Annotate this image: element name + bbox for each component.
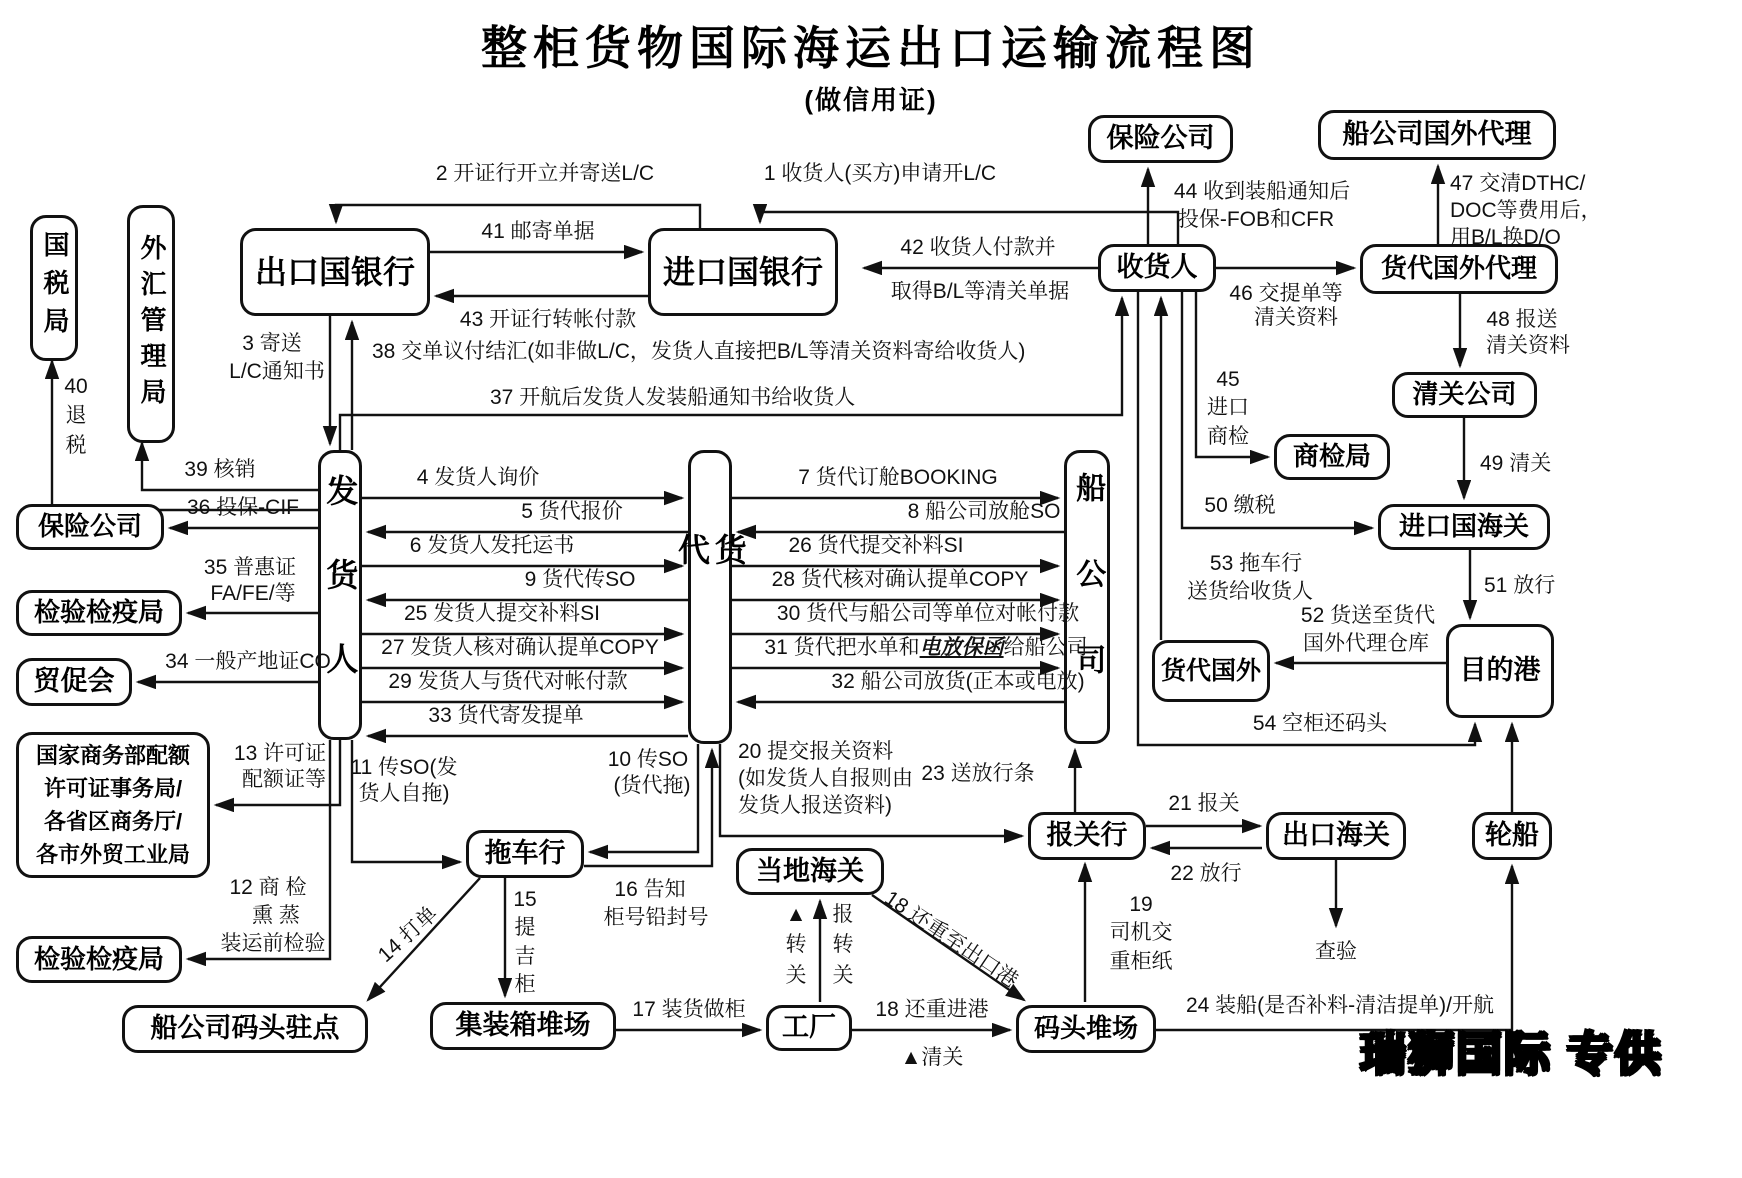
flow-label-45 <box>1202 366 1254 451</box>
flow-label-42b: 取得B/L等清关单据 <box>890 280 1070 303</box>
node-label-line: 各省区商务厅/ <box>43 809 183 834</box>
flow-label-6: 6 发货人发托运书 <box>409 534 575 557</box>
node-customs-broker <box>1028 812 1146 860</box>
watermark: 瑞狮国际 专供 <box>1360 1028 1663 1080</box>
node-export-country-bank <box>240 228 430 316</box>
node-shipping-co-dock-station <box>122 1005 368 1053</box>
node-export-customs <box>1266 812 1406 860</box>
node-freight-forwarder <box>674 450 747 744</box>
flow-label-33: 33 货代寄发提单 <box>428 704 584 727</box>
node-label: 集装箱堆场 <box>455 1010 591 1041</box>
flow-label-line: 转 <box>832 933 854 957</box>
flow-label-2: 2 开证行开立并寄送L/C <box>435 162 655 185</box>
node-label: 发货人 <box>322 474 359 726</box>
flow-label-14: 14 打单 <box>373 902 443 967</box>
flow-label-26: 26 货代提交补料SI <box>788 534 964 557</box>
page-subtitle: (做信用证) <box>804 85 938 115</box>
flow-label-1: 1 收货人(买方)申请开L/C <box>763 162 997 185</box>
flow-label-43: 43 开证行转帐付款 <box>459 308 637 331</box>
flow-label-3a: 3 寄送 <box>242 332 302 355</box>
node-label: 目的港 <box>1459 655 1541 686</box>
flow-label-line: 15 <box>513 888 537 911</box>
node-label: 货代 <box>674 533 747 675</box>
flow-label-9: 9 货代传SO <box>524 568 636 591</box>
node-label: 拖车行 <box>484 838 566 869</box>
node-label: 外汇管理局 <box>136 234 167 414</box>
flow-label-52b: 国外代理仓库 <box>1303 632 1429 655</box>
node-label: 轮船 <box>1485 820 1539 851</box>
flow-label-11b: 货人自拖) <box>358 782 450 805</box>
node-label: 货代国外 <box>1160 656 1261 685</box>
node-commerce-ministry-quota-bureau <box>16 732 210 878</box>
node-label: 出口海关 <box>1282 820 1390 851</box>
flow-label-5: 5 货代报价 <box>521 500 623 523</box>
node-label: 商检局 <box>1292 441 1371 472</box>
node-label: 国税局 <box>39 231 70 345</box>
node-national-tax-bureau <box>30 215 78 361</box>
flow-label-37: 37 开航后发货人发装船通知书给收货人 <box>490 386 856 409</box>
node-shipping-company <box>1064 450 1110 744</box>
flow-label-22: 22 放行 <box>1170 862 1242 885</box>
node-destination-port <box>1446 624 1554 718</box>
flow-label-24: 24 装船(是否补料-清洁提单)/开航 <box>1185 994 1494 1017</box>
node-label: 工厂 <box>782 1012 836 1043</box>
flow-label-4: 4 发货人询价 <box>416 466 540 489</box>
flow-label-49: 49 清关 <box>1480 452 1552 475</box>
flow-label-47a: 47 交清DTHC/ <box>1450 172 1586 195</box>
flow-label-27: 27 发货人核对确认提单COPY <box>381 636 659 659</box>
flow-label-30: 30 货代与船公司等单位对帐付款 <box>776 602 1080 625</box>
flow-label-zhuanguan-right <box>828 900 858 991</box>
flow-label-line: 吉 <box>514 944 536 968</box>
flow-label-35a: 35 普惠证 <box>203 556 297 579</box>
flow-label-line: 关 <box>832 963 854 987</box>
node-trade-promotion-council <box>16 658 132 706</box>
flow-label-chayan: 查验 <box>1315 940 1357 963</box>
node-forex-administration <box>127 205 175 443</box>
flow-label-52a: 52 货送至货代 <box>1300 604 1436 627</box>
node-label: 进口国银行 <box>662 253 823 290</box>
flow-label-10a: 10 传SO <box>607 748 689 771</box>
node-insurance-company-top <box>1088 115 1233 163</box>
flow-label-line: ▲ <box>785 903 807 926</box>
flow-label-36: 36 投保-CIF <box>186 496 299 519</box>
flow-label-line: 商检 <box>1207 424 1249 448</box>
flow-label-11a: 11 传SO(发 <box>350 756 458 779</box>
flow-label-47c: 用B/L换D/O <box>1450 226 1561 249</box>
flow-label-line: 报 <box>832 903 854 926</box>
flow-label-7: 7 货代订舱BOOKING <box>798 466 998 489</box>
node-label: 检验检疫局 <box>33 597 164 628</box>
flow-label-47b: DOC等费用后， <box>1450 199 1602 222</box>
node-label-line: 国家商务部配额 <box>35 743 190 768</box>
flow-label-31 <box>746 634 1106 661</box>
flow-label-46b: 清关资料 <box>1254 306 1338 329</box>
flow-label-12a: 12 商 检 <box>229 876 307 899</box>
flow-label-16a: 16 告知 <box>614 878 686 901</box>
node-vessel <box>1472 812 1552 860</box>
node-trucking-company <box>466 830 584 878</box>
flow-label-17: 17 装货做柜 <box>632 998 746 1021</box>
node-label: 保险公司 <box>37 511 142 542</box>
node-label: 船公司码头驻点 <box>150 1013 340 1044</box>
node-label: 报关行 <box>1046 820 1128 851</box>
flow-label-line: 关 <box>785 963 807 987</box>
flow-label-48a: 48 报送 <box>1486 308 1558 331</box>
flow-label-line: 税 <box>65 433 87 457</box>
node-inspection-quarantine-bureau-top <box>16 590 182 636</box>
flow-label-21: 21 报关 <box>1168 792 1240 815</box>
flow-label-44b: 投保-FOB和CFR <box>1177 208 1335 231</box>
flow-label-18-diag: 18 还重至出口港 <box>880 886 1022 993</box>
node-label: 检验检疫局 <box>33 943 164 974</box>
flow-label-18: 18 还重进港 <box>875 998 989 1021</box>
flow-label-zhuanguan-left <box>781 900 811 991</box>
node-label: 进口国海关 <box>1398 511 1529 542</box>
flow-label-line: 19 <box>1129 893 1153 916</box>
flow-label-line: 司机交 <box>1109 921 1173 945</box>
flow-label-line: 45 <box>1216 368 1240 391</box>
node-commodity-inspection-bureau <box>1274 434 1390 480</box>
flow-label-54: 54 空柜还码头 <box>1252 712 1388 735</box>
flow-label-51: 51 放行 <box>1484 574 1556 597</box>
node-label: 船公司 <box>1071 472 1105 730</box>
node-shipping-co-foreign-agent <box>1318 110 1556 160</box>
flow-label-53b: 送货给收货人 <box>1187 580 1313 603</box>
flow-label-3b: L/C通知书 <box>229 360 325 383</box>
flow-label-18b: ▲清关 <box>900 1046 964 1069</box>
node-consignee <box>1098 244 1216 292</box>
node-terminal-yard <box>1016 1005 1156 1053</box>
flow-label-28: 28 货代核对确认提单COPY <box>771 568 1029 591</box>
flow-label-line: 重柜纸 <box>1109 949 1173 973</box>
node-label: 收货人 <box>1116 252 1198 283</box>
flow-label-12c: 装运前检验 <box>220 932 326 955</box>
flow-label-31-pre: 31 货代把水单和 <box>764 636 920 659</box>
flow-label-line: 转 <box>785 933 807 957</box>
node-label: 保险公司 <box>1106 123 1215 154</box>
flow-label-39: 39 核销 <box>184 458 256 481</box>
node-label: 船公司国外代理 <box>1342 119 1532 150</box>
node-label-line: 许可证事务局/ <box>43 776 183 801</box>
node-import-country-bank <box>648 228 838 316</box>
flow-label-41: 41 邮寄单据 <box>481 220 595 243</box>
flow-label-23: 23 送放行条 <box>921 762 1035 785</box>
flow-label-48b: 清关资料 <box>1486 334 1570 357</box>
flow-label-12b: 熏 蒸 <box>252 904 300 927</box>
flow-label-line: 柜 <box>514 973 536 997</box>
flow-label-40 <box>56 372 96 460</box>
flow-label-31-telex-release: 电放保函 <box>919 636 1004 659</box>
node-label: 清关公司 <box>1412 379 1517 410</box>
flow-label-46a: 46 交提单等 <box>1229 282 1343 305</box>
node-label: 当地海关 <box>756 855 864 886</box>
node-shipper <box>318 450 362 740</box>
node-label-line: 各市外贸工业局 <box>35 842 190 867</box>
flow-label-13b: 配额证等 <box>242 768 326 791</box>
flow-label-13a: 13 许可证 <box>233 742 327 765</box>
node-forwarder-overseas <box>1152 640 1270 702</box>
flow-label-20a: 20 提交报关资料 <box>738 740 894 763</box>
flow-label-25: 25 发货人提交补料SI <box>403 602 601 625</box>
flow-label-20b: (如发货人自报则由 <box>738 767 913 790</box>
flow-label-20c: 发货人报送资料) <box>738 794 892 817</box>
flow-label-34: 34 一般产地证CO <box>165 650 331 673</box>
node-label: 出口国银行 <box>254 253 415 290</box>
flow-label-50: 50 缴税 <box>1204 494 1276 517</box>
flow-label-line: 提 <box>514 916 536 940</box>
node-import-country-customs <box>1378 504 1550 550</box>
node-label: 货代国外代理 <box>1380 253 1537 284</box>
node-label: 贸促会 <box>33 666 115 697</box>
flow-label-8: 8 船公司放舱SO <box>907 500 1061 523</box>
node-container-yard <box>430 1002 616 1050</box>
node-label: 码头堆场 <box>1033 1013 1138 1044</box>
node-insurance-company-left <box>16 504 164 550</box>
flow-label-53a: 53 拖车行 <box>1209 552 1303 575</box>
flow-label-line: 40 <box>64 375 88 398</box>
flow-label-10b: (货代拖) <box>613 774 691 797</box>
flow-label-31-post: 给船公司 <box>1003 636 1088 659</box>
flow-label-38: 38 交单议付结汇(如非做L/C，发货人直接把B/L等清关资料寄给收货人) <box>372 340 1026 363</box>
flow-label-19 <box>1098 891 1184 976</box>
flow-label-44a: 44 收到装船通知后 <box>1173 180 1351 203</box>
flow-label-42a: 42 收货人付款并 <box>900 236 1056 259</box>
flow-label-15 <box>508 886 542 999</box>
page-title: 整柜货物国际海运出口运输流程图 <box>481 22 1261 74</box>
node-inspection-quarantine-bureau-bottom <box>16 936 182 983</box>
node-factory <box>766 1005 852 1051</box>
flow-label-32: 32 船公司放货(正本或电放) <box>831 670 1085 693</box>
flow-label-line: 退 <box>65 404 87 428</box>
flow-label-35b: FA/FE/等 <box>210 582 296 605</box>
flow-label-16b: 柜号铅封号 <box>603 906 709 929</box>
node-customs-clearance-company <box>1392 372 1537 418</box>
flow-label-29: 29 发货人与货代对帐付款 <box>388 670 628 693</box>
flow-label-line: 进口 <box>1207 396 1249 420</box>
node-forwarder-foreign-agent <box>1360 244 1558 294</box>
